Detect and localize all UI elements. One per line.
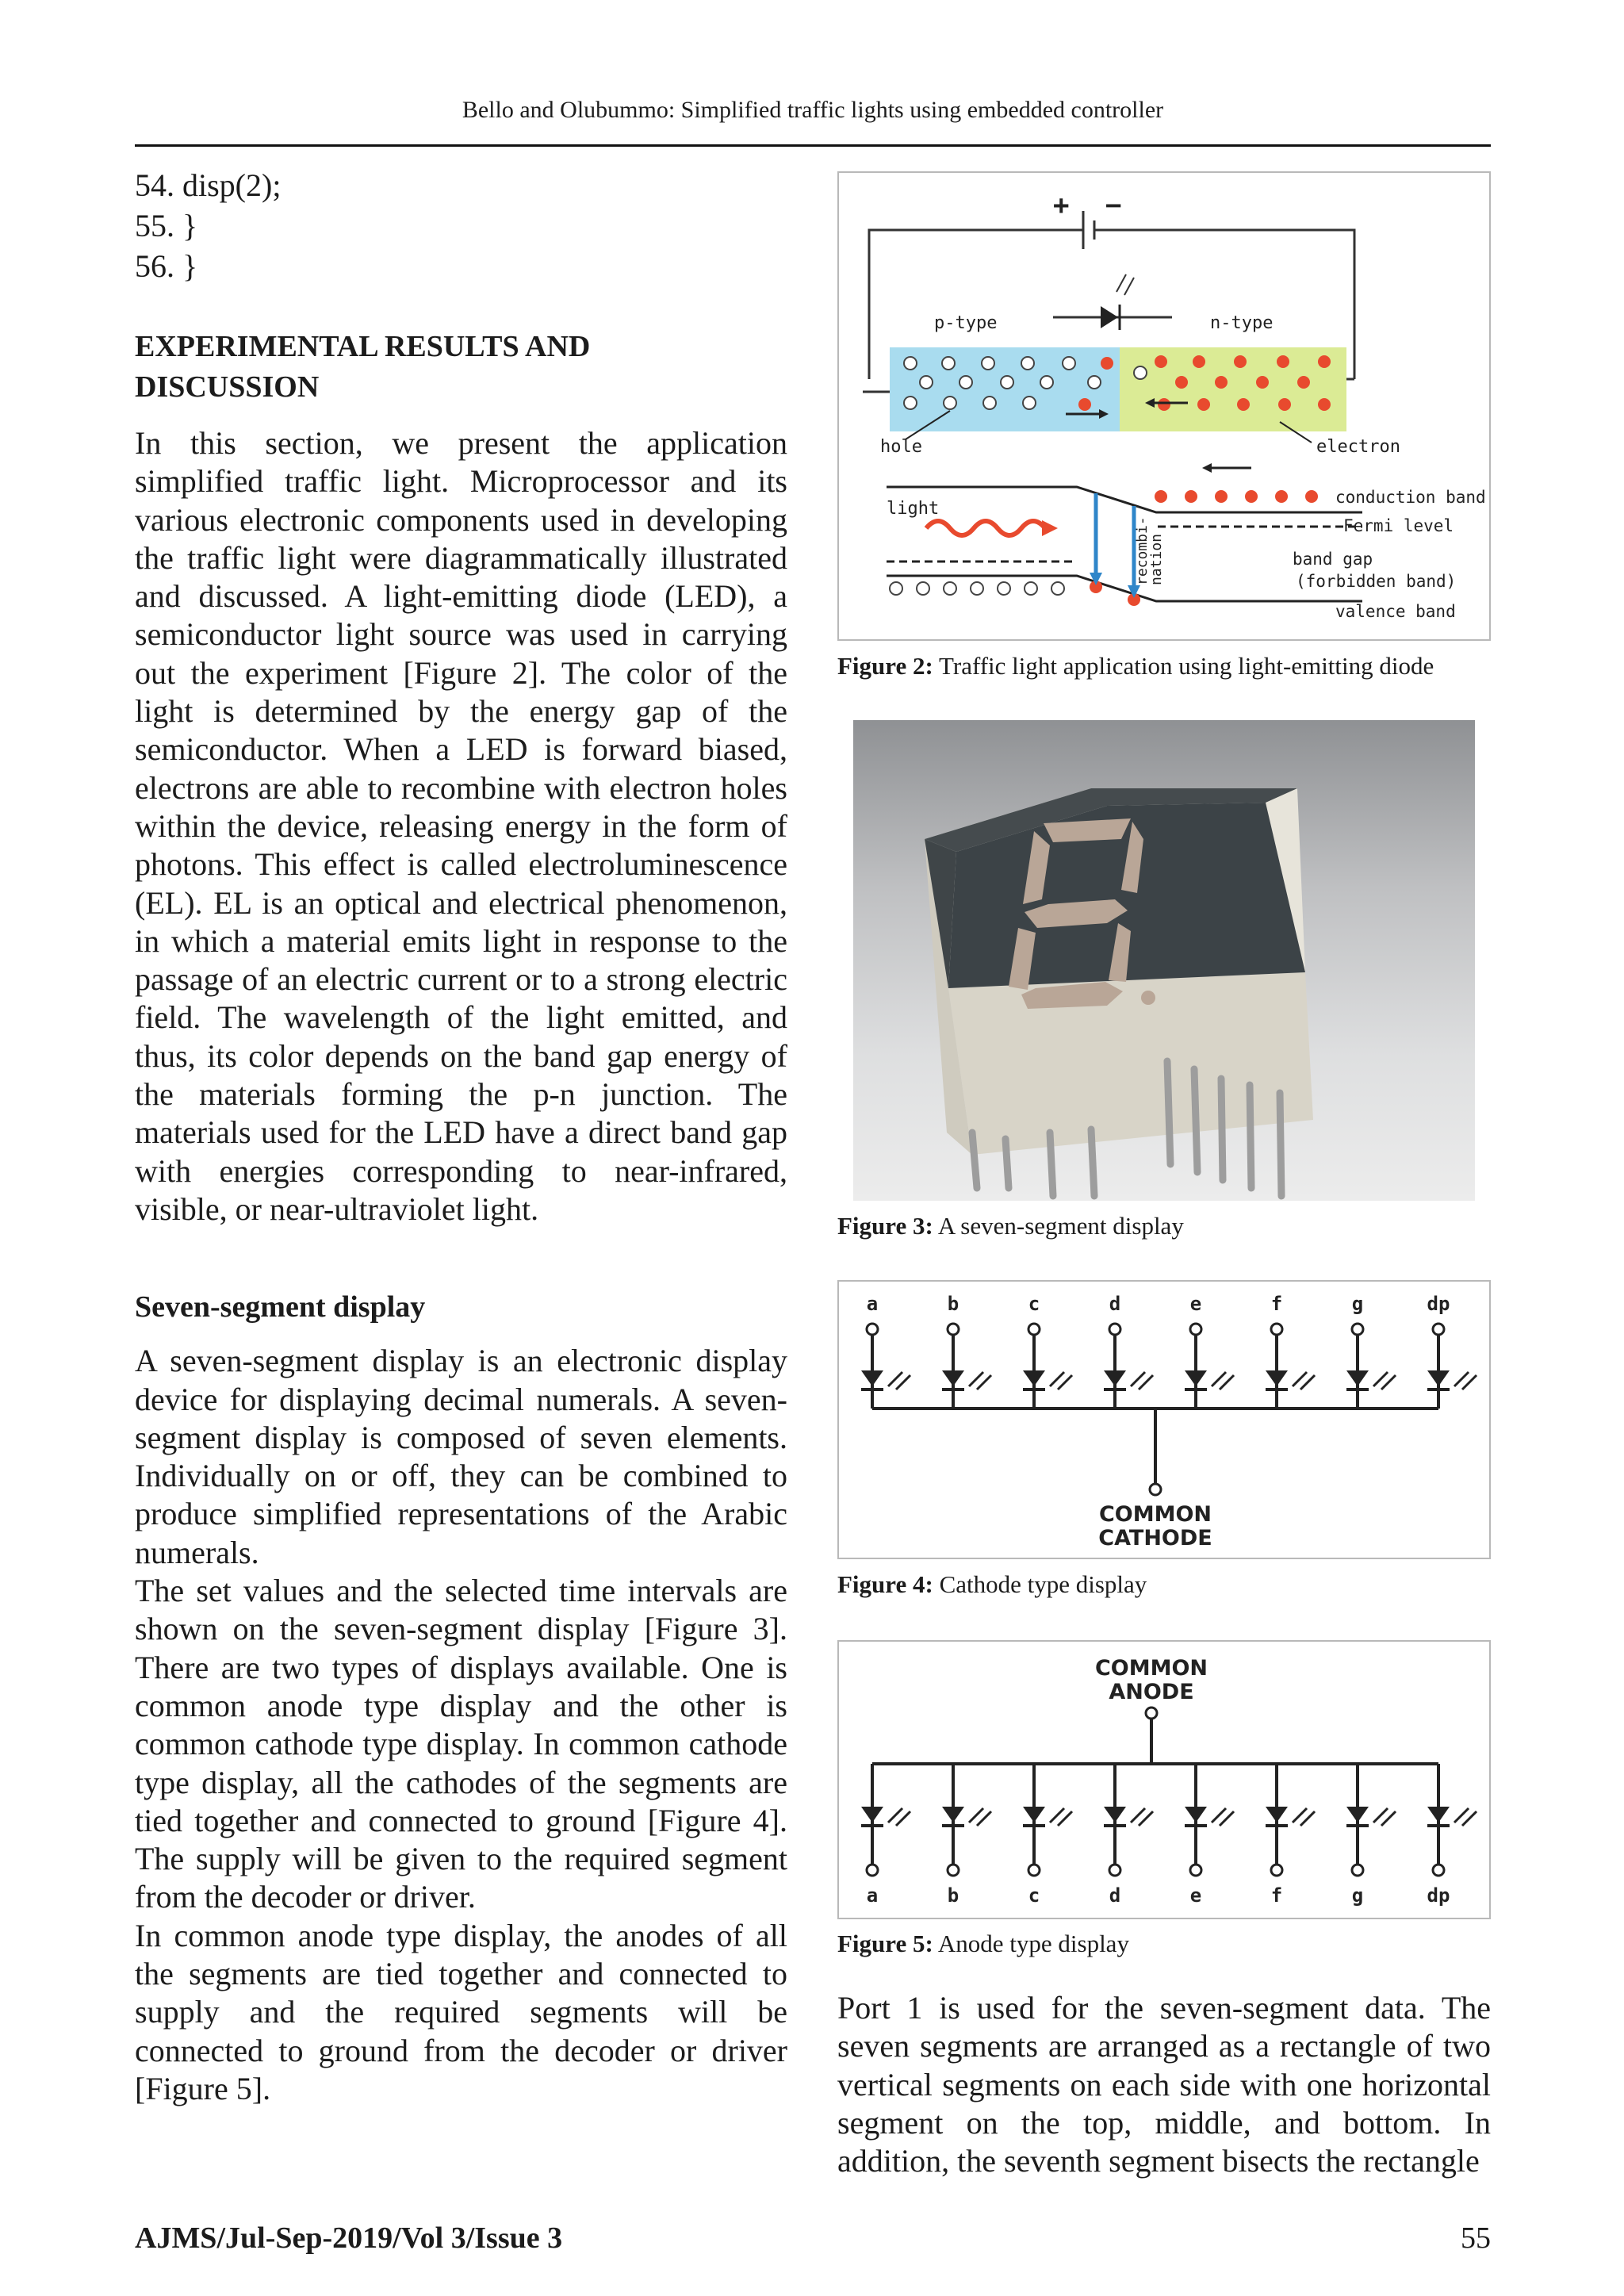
figure-5-caption: Figure 5: Anode type display	[837, 1930, 1129, 1957]
n-type-label: n-type	[1210, 313, 1274, 333]
common-label: COMMON	[1098, 1502, 1212, 1527]
pin-label: c	[1028, 1884, 1040, 1907]
pin-label: f	[1270, 1884, 1283, 1907]
valence-band-label: valence band	[1335, 602, 1456, 621]
anode-label: ANODE	[1109, 1680, 1194, 1704]
minus-sign: −	[1105, 190, 1122, 221]
light-label: light	[887, 499, 940, 519]
emission-arrows	[888, 1372, 1477, 1389]
left-column	[135, 165, 787, 2108]
common-label: COMMON	[1094, 1656, 1208, 1681]
fermi-level-label: Fermi level	[1343, 516, 1454, 535]
pin-label: g	[1351, 1293, 1364, 1315]
pin-labels	[867, 1884, 1450, 1907]
band-gap-label: band gap	[1293, 550, 1373, 569]
conduction-electrons	[1155, 490, 1318, 503]
pin-label: dp	[1427, 1293, 1450, 1315]
diode-icon	[1101, 306, 1118, 328]
diode-icons	[861, 1370, 1450, 1391]
figure-3-caption: Figure 3: A seven-segment display	[837, 1212, 1184, 1240]
n-region	[1120, 347, 1346, 431]
footer-journal: AJMS/Jul-Sep-2019/Vol 3/Issue 3	[135, 2221, 563, 2255]
recombination-label: nation	[1148, 533, 1165, 585]
p-type-label: p-type	[934, 313, 998, 333]
code-line: 55. }	[135, 208, 198, 243]
page-number: 55	[1461, 2221, 1491, 2255]
pin-label: c	[1028, 1293, 1040, 1315]
hole-label: hole	[880, 437, 922, 457]
pin-label: e	[1189, 1884, 1202, 1907]
pin-label: b	[947, 1293, 959, 1315]
section-heading-line: DISCUSSION	[135, 370, 320, 404]
figure-4-caption: Figure 4: Cathode type display	[837, 1570, 1147, 1598]
intro-paragraph: In this section, we present the application simplified traffic light. Microprocessor and its various electronic components used in developing the traffic light were diagrammatically illustrated and discussed. A light-emitting diode (LED), a semiconductor light source was used in carrying out the experiment [Figure 2]. The color of the light is determined by the energy gap of the semiconductor. When a LED is forward biased, electrons are able to recombine with electron holes within the device, releasing energy in the form of photons. This effect is called electroluminescence (EL). EL is an optical and electrical phenomenon, in which a material emits light in response to the passage of an electric current or to a strong electric field. The wavelength of the light emitted, and thus, its color depends on the band gap energy of the materials forming the p-n junction. The materials used for the LED have a direct band gap with energies corresponding to near-infrared, visible, or near-ultraviolet light.	[135, 425, 787, 1227]
pin-label: d	[1109, 1884, 1121, 1907]
pin-label: a	[866, 1293, 879, 1315]
pin-label: dp	[1427, 1884, 1450, 1907]
seven-segment-paragraph: A seven-segment display is an electronic display device for displaying decimal numerals. A seven-segment display is composed of seven elements. Individually on or off, they can be combined to produce simplified representations of the Arabic numerals.	[135, 1343, 787, 1570]
pin-label: b	[947, 1884, 959, 1907]
led-band-diagram	[839, 173, 1489, 639]
figure-4-cathode-diagram	[837, 1280, 1491, 1559]
seven-segment-paragraph: In common anode type display, the anodes of all the segments are tied together and connected to supply and the required segments will be connected to ground from the decoder or driver [Figure 5].	[135, 1917, 787, 2106]
code-line: 54. disp(2);	[135, 167, 282, 203]
valence-holes	[890, 582, 1064, 595]
pin-label: a	[866, 1884, 879, 1907]
recombination-label: recombi-	[1134, 516, 1151, 585]
plus-sign: +	[1053, 190, 1070, 221]
light-wave-icon	[926, 521, 1045, 535]
right-column-text	[837, 1989, 1491, 2180]
figure-3-seven-segment-photo	[853, 720, 1475, 1201]
electron-label: electron	[1316, 437, 1400, 457]
header-rule	[135, 144, 1491, 147]
pin-label: e	[1189, 1293, 1202, 1315]
forbidden-band-label: (forbidden band)	[1296, 572, 1457, 591]
emission-arrows	[888, 1808, 1477, 1826]
p-region	[890, 347, 1120, 431]
figure-2-led-diagram	[837, 171, 1491, 641]
figure-2-caption: Figure 2: Traffic light application using light-emitting diode	[837, 652, 1434, 680]
conduction-band-label: conduction band	[1335, 488, 1486, 507]
code-line: 56. }	[135, 248, 198, 284]
cathode-label: CATHODE	[1098, 1526, 1212, 1550]
section-heading-line: EXPERIMENTAL RESULTS AND	[135, 330, 591, 363]
pin-label: d	[1109, 1293, 1121, 1315]
pin-label: g	[1351, 1884, 1364, 1907]
subheading: Seven-segment display	[135, 1290, 426, 1324]
running-header: Bello and Olubummo: Simplified traffic lights using embedded controller	[462, 97, 1164, 123]
seven-segment-paragraph: The set values and the selected time intervals are shown on the seven-segment display [Figure 3]. There are two types of displays available. One is common anode type display and the other is common cathode type display. In common cathode type display, all the cathodes of the segments are tied together and connected to ground [Figure 4]. The supply will be given to the required segment from the decoder or driver.	[135, 1573, 787, 1915]
diode-icons	[861, 1807, 1450, 1827]
figure-5-anode-diagram	[837, 1640, 1491, 1919]
port-paragraph: Port 1 is used for the seven-segment data. The seven segments are arranged as a rectangle of two vertical segments on each side with one horizontal segment on the top, middle, and bottom. In addition, the seventh segment bisects the rectangle	[837, 1990, 1491, 2179]
pin-label: f	[1270, 1293, 1283, 1315]
seven-segment-device	[853, 720, 1475, 1201]
pin-labels	[867, 1293, 1450, 1315]
